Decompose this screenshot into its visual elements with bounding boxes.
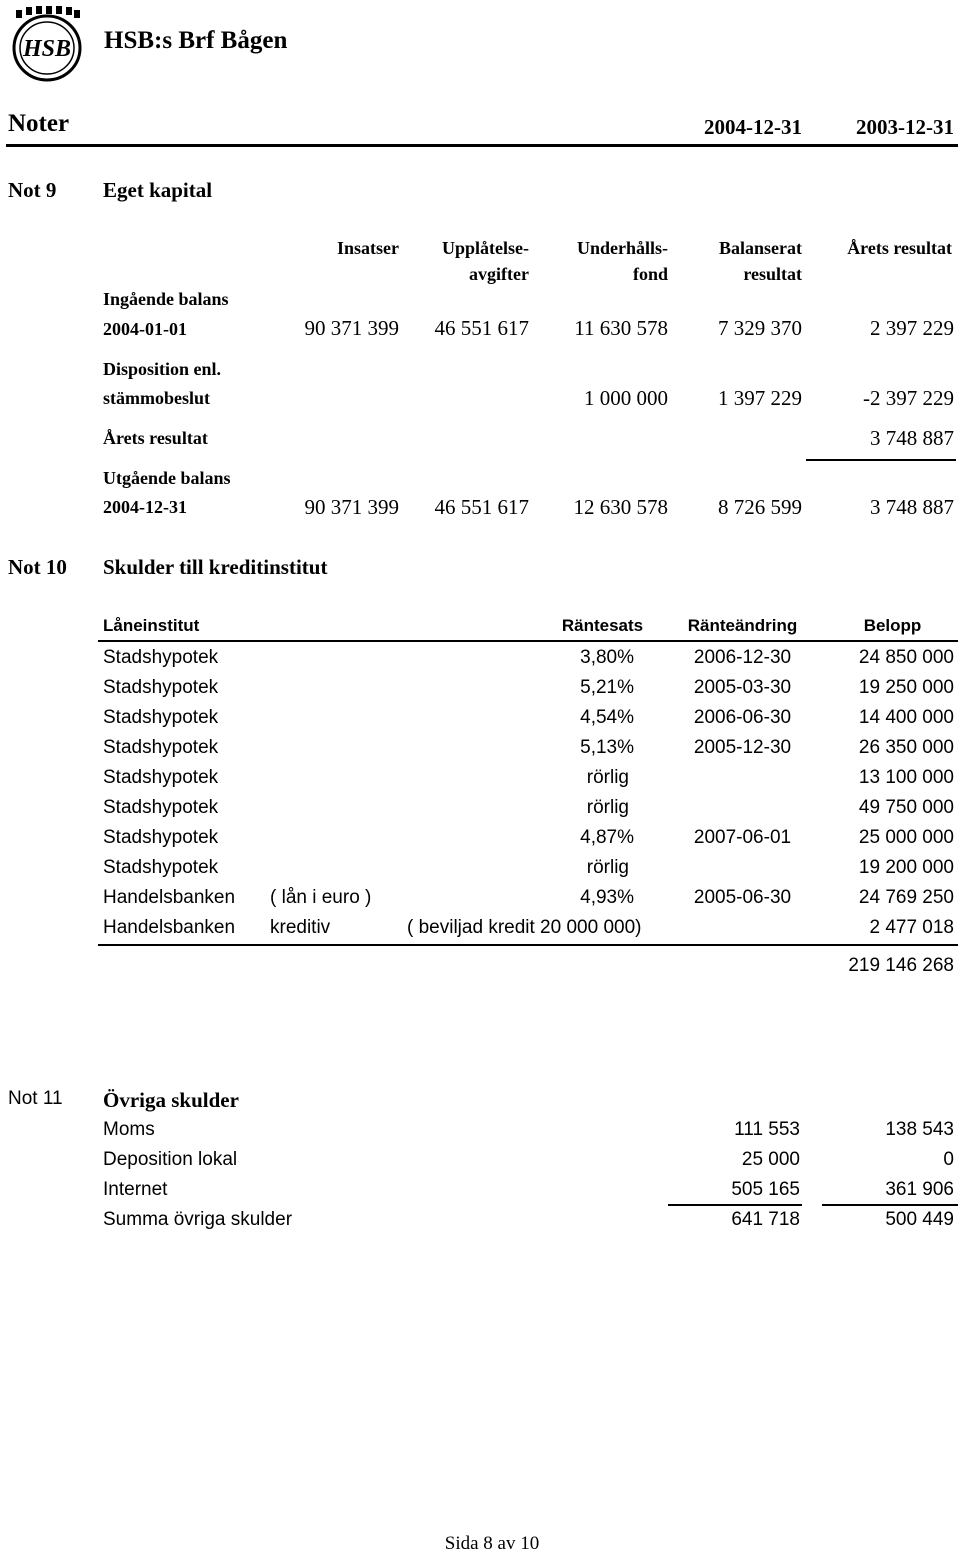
table-row-rate: 4,87% [580,827,634,848]
logo-text: HSB [22,36,72,62]
table-row-rate: 5,21% [580,677,634,698]
table-row-change: 2005-06-30 [693,887,792,908]
table-row-rate: rörlig [586,767,629,788]
note10-header-lender: Låneinstitut [103,616,200,635]
note9-disposition-balanserat: 1 397 229 [718,386,802,410]
table-row-change: 2005-03-30 [693,677,792,698]
note11-row-current: 641 718 [731,1209,800,1230]
table-row-credit-note: ( beviljad kredit 20 000 000) [407,917,642,938]
note9-result-rule [806,459,956,461]
table-row-lender: Stadshypotek [103,797,219,818]
note9-disposition-underhall: 1 000 000 [584,386,668,410]
page-number: Sida 8 av 10 [444,1533,540,1554]
note10-number: Not 10 [8,555,67,579]
note11-row-label: Internet [103,1179,168,1200]
table-row-lender: Stadshypotek [103,737,219,758]
note9-opening-underhall: 11 630 578 [574,316,668,340]
table-row-lender: Stadshypotek [103,707,219,728]
note10-header-rate: Räntesats [561,616,644,635]
note11-rule-previous [822,1204,958,1206]
table-row-rate: 3,80% [580,647,634,668]
note10-total: 219 146 268 [848,955,954,976]
note9-col-arets-resultat: Årets resultat [847,238,952,258]
table-row-amount: 19 200 000 [858,857,954,878]
notes-header-rule [6,144,958,147]
note9-result-label: Årets resultat [103,428,208,448]
note9-closing-balanserat: 8 726 599 [718,495,802,519]
hsb-logo [8,6,86,84]
table-row-lender: Handelsbanken [103,887,236,908]
note11-row-current: 111 553 [734,1119,800,1140]
col-current-year: 2004-12-31 [704,115,802,139]
note11-number: Not 11 [8,1088,63,1109]
table-row-lender: Stadshypotek [103,647,219,668]
note9-result-arets: 3 748 887 [870,426,954,450]
note10-title: Skulder till kreditinstitut [103,555,328,579]
table-row-rate: 5,13% [580,737,634,758]
table-row-change: 2006-12-30 [693,647,792,668]
table-row-lender: Stadshypotek [103,827,219,848]
table-row-amount: 2 477 018 [869,917,954,938]
note11-row-label: Summa övriga skulder [103,1209,293,1230]
note9-closing-underhall: 12 630 578 [573,495,668,519]
note9-opening-balanserat: 7 329 370 [718,316,802,340]
note9-closing-date: 2004-12-31 [103,497,187,517]
note9-opening-insatser: 90 371 399 [304,316,399,340]
note9-disposition-arets: -2 397 229 [863,386,954,410]
note9-title: Eget kapital [103,178,213,202]
table-row-lender: Handelsbanken [103,917,236,938]
col-previous-year: 2003-12-31 [856,115,954,139]
table-row-rate: 4,54% [580,707,634,728]
table-row-amount: 24 850 000 [858,647,954,668]
note9-disposition-label-2: stämmobeslut [103,388,210,408]
table-row-amount: 24 769 250 [858,887,954,908]
note10-header-rule [98,640,958,642]
note9-closing-arets: 3 748 887 [870,495,954,519]
note9-col-balanserat-2: resultat [743,264,802,284]
note11-title: Övriga skulder [103,1088,239,1112]
table-row-amount: 19 250 000 [858,677,954,698]
table-row-amount: 49 750 000 [858,797,954,818]
table-row-change: 2007-06-01 [693,827,792,848]
table-row-lender: Stadshypotek [103,767,219,788]
table-row-amount: 26 350 000 [858,737,954,758]
note9-opening-arets: 2 397 229 [870,316,954,340]
association-name: HSB:s Brf Bågen [104,27,288,54]
note11-rule-current [668,1204,802,1206]
note11-row-previous: 500 449 [885,1209,954,1230]
note11-row-label: Deposition lokal [103,1149,238,1170]
note11-row-previous: 138 543 [885,1119,954,1140]
table-row-amount: 13 100 000 [858,767,954,788]
note9-closing-upplatelse: 46 551 617 [434,495,529,519]
table-row-rate: 4,93% [580,887,634,908]
note9-col-balanserat: Balanserat [719,238,802,258]
note11-row-current: 505 165 [731,1179,800,1200]
note9-disposition-label: Disposition enl. [103,359,222,379]
note9-col-upplatelse: Upplåtelse- [442,238,529,258]
note9-number: Not 9 [8,178,57,202]
note9-closing-label: Utgående balans [103,468,231,488]
table-row-note: ( lån i euro ) [270,887,372,908]
note10-total-rule [98,944,958,946]
table-row-amount: 25 000 000 [858,827,954,848]
note9-opening-date: 2004-01-01 [103,319,187,339]
note11-row-previous: 0 [943,1149,954,1170]
table-row-rate: rörlig [586,857,629,878]
note9-opening-label: Ingående balans [103,289,229,309]
table-row-rate: rörlig [586,797,629,818]
note10-header-amount: Belopp [863,616,922,635]
table-row-lender: Stadshypotek [103,857,219,878]
note9-col-insatser: Insatser [337,238,399,258]
table-row-amount: 14 400 000 [858,707,954,728]
note9-col-underhall: Underhålls- [576,238,668,258]
note9-closing-insatser: 90 371 399 [304,495,399,519]
table-row-lender: Stadshypotek [103,677,219,698]
table-row-note: kreditiv [270,917,331,938]
note9-opening-upplatelse: 46 551 617 [434,316,529,340]
note11-row-label: Moms [103,1119,155,1140]
note9-col-upplatelse-2: avgifter [469,264,529,284]
note11-row-current: 25 000 [741,1149,800,1170]
notes-title: Noter [8,110,70,137]
table-row-change: 2006-06-30 [693,707,792,728]
note9-col-underhall-2: fond [632,264,668,284]
table-row-change: 2005-12-30 [693,737,792,758]
note10-header-change: Ränteändring [687,616,798,635]
note11-row-previous: 361 906 [885,1179,954,1200]
